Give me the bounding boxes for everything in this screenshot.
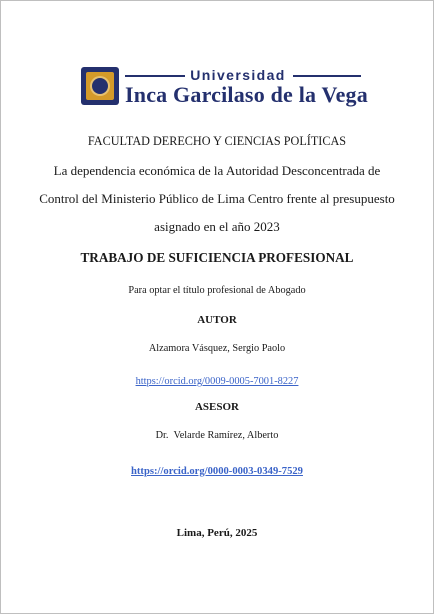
author-heading: AUTOR [197,314,237,326]
logo-left-rule [125,75,185,77]
faculty-name: FACULTAD DERECHO Y CIENCIAS POLÍTICAS [87,134,347,148]
author-orcid-link[interactable]: https://orcid.org/0009-0005-7001-8227 [135,376,299,387]
place-date: Lima, Perú, 2025 [176,527,258,539]
logo-university-name: Inca Garcilaso de la Vega [125,82,368,107]
advisor-heading: ASESOR [194,401,240,413]
logo-right-rule [293,75,361,77]
thesis-title-line-1: La dependencia económica de la Autoridad Desconcentrada de [53,163,381,178]
work-type: TRABAJO DE SUFICIENCIA PROFESIONAL [80,250,354,265]
author-orcid-row [1,371,433,389]
thesis-title-line-3: asignado en el año 2023 [154,219,280,234]
logo-university-word: Universidad [190,67,286,83]
degree-purpose: Para optar el título profesional de Abogado [128,285,306,296]
author-name: Alzamora Vásquez, Sergio Paolo [148,343,286,354]
university-seal-icon [81,67,119,105]
advisor-name: Dr. Velarde Ramírez, Alberto [155,430,279,441]
advisor-orcid-link[interactable]: https://orcid.org/0000-0003-0349-7529 [131,466,303,477]
advisor-orcid-row [1,461,433,479]
thesis-title-line-2: Control del Ministerio Público de Lima Centro frente al presupuesto [39,191,395,206]
university-logo [81,67,368,111]
